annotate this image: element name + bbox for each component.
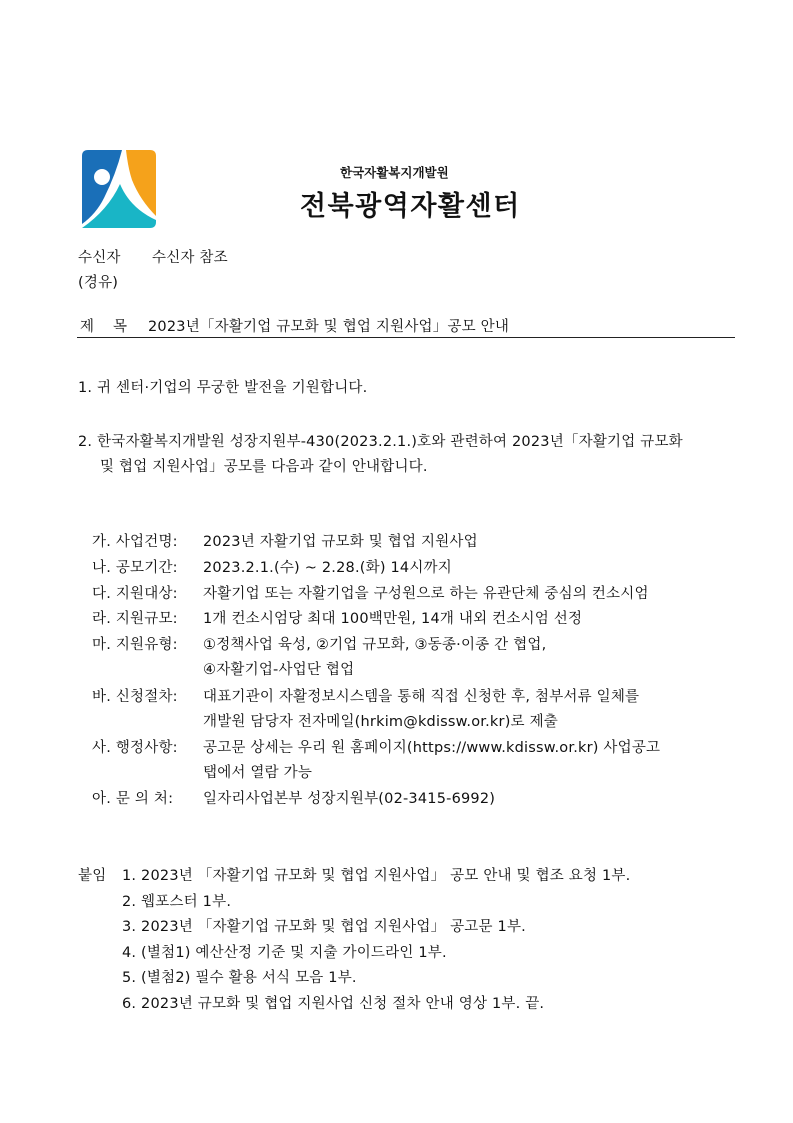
recipient-label: 수신자 [78, 250, 121, 266]
recipient-value: 수신자 참조 [152, 250, 228, 266]
organization-logo [82, 150, 156, 228]
via-label: (경유) [78, 275, 119, 291]
item-value: ①정책사업 육성, ②기업 규모화, ③동종·이종 간 협업, [203, 637, 547, 653]
item-value: 공고문 상세는 우리 원 홈페이지(https://www.kdissw.or.kr) 사업공고 [203, 740, 661, 756]
item-value: 일자리사업본부 성장지원부(02-3415-6992) [203, 791, 496, 807]
attachment-item: 5. (별첨2) 필수 활용 서식 모음 1부. [122, 970, 357, 986]
attachment-item: 2. 웹포스터 1부. [122, 894, 232, 910]
attachment-item: 4. (별첨1) 예산산정 기준 및 지출 가이드라인 1부. [122, 945, 447, 961]
paragraph-2-line-1: 2. 한국자활복지개발원 성장지원부-430(2023.2.1.)호와 관련하여 2023년「자활기업 규모화 [78, 434, 683, 450]
attachment-item: 3. 2023년 「자활기업 규모화 및 협업 지원사업」 공고문 1부. [122, 919, 526, 935]
item-value: 자활기업 또는 자활기업을 구성원으로 하는 유관단체 중심의 컨소시엄 [203, 586, 649, 602]
attachments-label: 붙임 [78, 868, 107, 884]
item-key: 사. 행정사항: [92, 740, 178, 756]
item-key: 아. 문 의 처: [92, 791, 174, 807]
organization-title: 전북광역자활센터 [300, 191, 521, 222]
paragraph-1: 1. 귀 센터·기업의 무궁한 발전을 기원합니다. [78, 380, 368, 396]
item-value-continued: 개발원 담당자 전자메일(hrkim@kdissw.or.kr)로 제출 [203, 714, 558, 730]
item-key: 다. 지원대상: [92, 586, 178, 602]
subject-divider [77, 337, 735, 338]
item-key: 마. 지원유형: [92, 637, 178, 653]
item-value: 2023.2.1.(수) ~ 2.28.(화) 14시까지 [203, 560, 452, 576]
paragraph-2-line-2: 및 협업 지원사업」공모를 다음과 같이 안내합니다. [100, 459, 428, 475]
subject-text: 2023년「자활기업 규모화 및 협업 지원사업」공모 안내 [148, 319, 510, 335]
item-value: 대표기관이 자활정보시스템을 통해 직접 신청한 후, 첨부서류 일체를 [203, 689, 640, 705]
item-key: 바. 신청절차: [92, 689, 178, 705]
item-key: 나. 공모기간: [92, 560, 178, 576]
item-value-continued: ④자활기업-사업단 협업 [203, 662, 355, 678]
item-value-continued: 탭에서 열람 가능 [203, 765, 313, 781]
item-value: 2023년 자활기업 규모화 및 협업 지원사업 [203, 534, 478, 550]
item-key: 가. 사업건명: [92, 534, 178, 550]
item-value: 1개 컨소시엄당 최대 100백만원, 14개 내외 컨소시엄 선정 [203, 611, 583, 627]
item-key: 라. 지원규모: [92, 611, 178, 627]
organization-subtitle: 한국자활복지개발원 [340, 165, 449, 180]
subject-label: 제 목 [80, 319, 128, 335]
attachment-item: 6. 2023년 규모화 및 협업 지원사업 신청 절차 안내 영상 1부. 끝. [122, 996, 545, 1012]
attachment-item: 1. 2023년 「자활기업 규모화 및 협업 지원사업」 공모 안내 및 협조 요청 1부. [122, 868, 631, 884]
